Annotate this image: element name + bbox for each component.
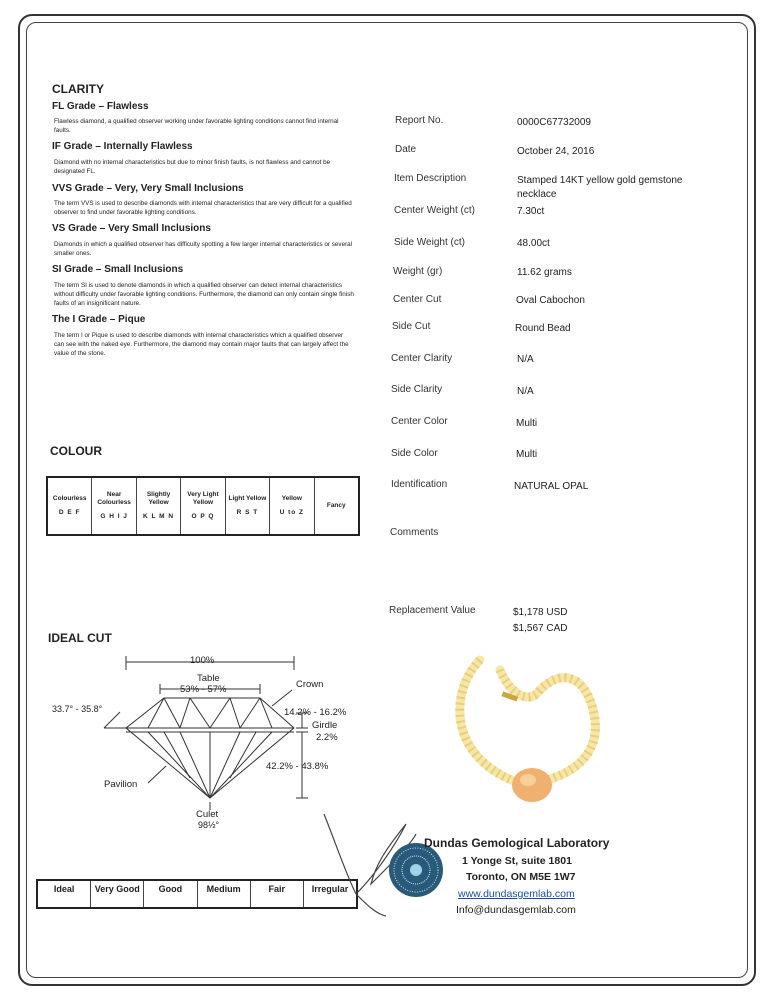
lab-email[interactable]: Info@dundasgemlab.com (456, 904, 576, 916)
opal-highlight (520, 774, 536, 786)
cut-grade-cell: Medium (198, 881, 251, 907)
grade-vs-desc: Diamonds in which a qualified observer has difficulty spotting a few larger internal characteristics or several smaller ones. (54, 241, 353, 257)
colour-cell-code: D E F (58, 509, 81, 516)
replacement-value-label: Replacement Value (389, 605, 476, 616)
center-weight-label: Center Weight (ct) (394, 205, 475, 216)
crown-angle-label: 33.7° - 35.8° (52, 704, 103, 714)
side-clarity-value: N/A (517, 386, 534, 397)
colour-cell-name: Very Light Yellow (187, 491, 219, 506)
cut-grade-cell: Fair (251, 881, 304, 907)
colour-cell-name: Colourless (52, 495, 87, 502)
side-cut-value: Round Bead (515, 323, 571, 334)
lab-address-1: 1 Yonge St, suite 1801 (462, 855, 572, 867)
grade-i-title: The I Grade – Pique (52, 314, 146, 325)
side-clarity-label: Side Clarity (391, 384, 443, 395)
ideal-cut-title: IDEAL CUT (48, 631, 112, 645)
crown-height-label: 14.2% - 16.2% (284, 707, 347, 718)
table-range-label: 53% - 57% (180, 684, 227, 695)
pavilion-depth-label: 42.2% - 43.8% (266, 761, 329, 772)
grade-vs-title: VS Grade – Very Small Inclusions (52, 223, 211, 234)
grade-fl-title: FL Grade – Flawless (52, 101, 149, 112)
colour-cell-name: Yellow (281, 495, 302, 502)
clarity-title: CLARITY (52, 82, 104, 96)
center-cut-value: Oval Cabochon (516, 295, 585, 306)
center-clarity-label: Center Clarity (391, 353, 453, 364)
grade-vvs-desc: The term VVS is used to describe diamonds with internal characteristics that are very difficult for a qualified observer to find under favorable lighting conditions. (54, 200, 352, 216)
grade-if-desc: Diamond with no internal characteristics but due to minor finish faults, is not flawless and cannot be designated FL. (54, 159, 331, 175)
girdle-label: Girdle (312, 720, 338, 731)
grade-vvs-title: VVS Grade – Very, Very Small Inclusions (52, 183, 244, 194)
identification-label: Identification (391, 479, 448, 490)
colour-cell-code: K L M N (143, 513, 175, 520)
cut-grade-cell: Very Good (91, 881, 144, 907)
report-no-value: 0000C67732009 (517, 117, 591, 128)
grade-i-desc: The term I or Pique is used to describe diamonds with internal characteristics which a qualified observer can see with the naked eye. Furthermore, the diamond may contain major faults that can largely affect the value of the stone. (54, 332, 349, 357)
date-label: Date (395, 144, 417, 155)
culet-label: Culet (196, 809, 219, 820)
weight-value: 11.62 grams (517, 267, 572, 278)
colour-cell-name: Light Yellow (228, 495, 267, 502)
colour-cell-name: Near Colourless (97, 491, 131, 506)
cut-grade-table (36, 879, 358, 909)
side-weight-label: Side Weight (ct) (394, 237, 465, 248)
colour-scale-table (46, 476, 360, 536)
center-clarity-value: N/A (517, 354, 534, 365)
replacement-cad: $1,567 CAD (513, 623, 568, 634)
replacement-usd: $1,178 USD (513, 607, 568, 618)
cut-grade-cell: Irregular (311, 884, 349, 894)
colour-title: COLOUR (50, 444, 102, 458)
side-weight-value: 48.00ct (517, 238, 550, 249)
crown-label: Crown (296, 679, 324, 690)
lab-name: Dundas Gemological Laboratory (424, 836, 610, 850)
colour-cell (92, 478, 136, 534)
grade-si-desc: The term SI is used to denote diamonds in which a qualified observer can detect internal characteristics without difficulty under favorable lighting conditions. Furthermore, the diamond can only contain single finish faults of an insignificant nature. (54, 282, 354, 307)
side-color-value: Multi (516, 449, 538, 460)
side-cut-label: Side Cut (392, 321, 431, 332)
necklace-photo (440, 650, 610, 820)
pavilion-label: Pavilion (104, 779, 138, 790)
colour-cell-code: O P Q (191, 513, 215, 520)
comments-label: Comments (390, 527, 439, 538)
cut-grade-cell: Ideal (38, 881, 91, 907)
table-label: Table (197, 673, 220, 684)
total-width-label: 100% (190, 655, 215, 666)
colour-cell-code: R S T (236, 509, 259, 516)
lab-website-link[interactable]: www.dundasgemlab.com (458, 888, 575, 900)
report-no-label: Report No. (395, 115, 444, 126)
weight-label: Weight (gr) (393, 266, 443, 277)
cut-grade-cell: Good (144, 881, 197, 907)
grade-si-title: SI Grade – Small Inclusions (52, 264, 184, 275)
colour-cell (181, 478, 225, 534)
colour-cell-code: U to Z (279, 509, 305, 516)
colour-cell (226, 478, 270, 534)
culet-pct-label: 98½° (198, 820, 220, 830)
colour-cell (48, 478, 92, 534)
date-value: October 24, 2016 (517, 146, 595, 157)
colour-cell (315, 478, 358, 534)
grade-if-title: IF Grade – Internally Flawless (52, 141, 193, 152)
center-cut-label: Center Cut (393, 294, 442, 305)
side-color-label: Side Color (391, 448, 438, 459)
colour-cell-name: Slightly Yellow (146, 491, 171, 506)
center-color-label: Center Color (391, 416, 448, 427)
center-weight-value: 7.30ct (517, 206, 545, 217)
colour-cell (270, 478, 314, 534)
colour-cell-code: G H I J (100, 513, 128, 520)
center-color-value: Multi (516, 418, 538, 429)
item-description-value: Stamped 14KT yellow gold gemstone necklace (517, 175, 683, 200)
item-description-label: Item Description (394, 173, 467, 184)
identification-value: NATURAL OPAL (514, 481, 589, 492)
colour-cell (137, 478, 181, 534)
girdle-pct-label: 2.2% (316, 732, 338, 743)
colour-cell-name: Fancy (326, 502, 346, 509)
lab-address-2: Toronto, ON M5E 1W7 (466, 871, 576, 883)
grade-fl-desc: Flawless diamond, a qualified observer working under favorable lighting conditions cannot find internal faults. (54, 118, 339, 134)
